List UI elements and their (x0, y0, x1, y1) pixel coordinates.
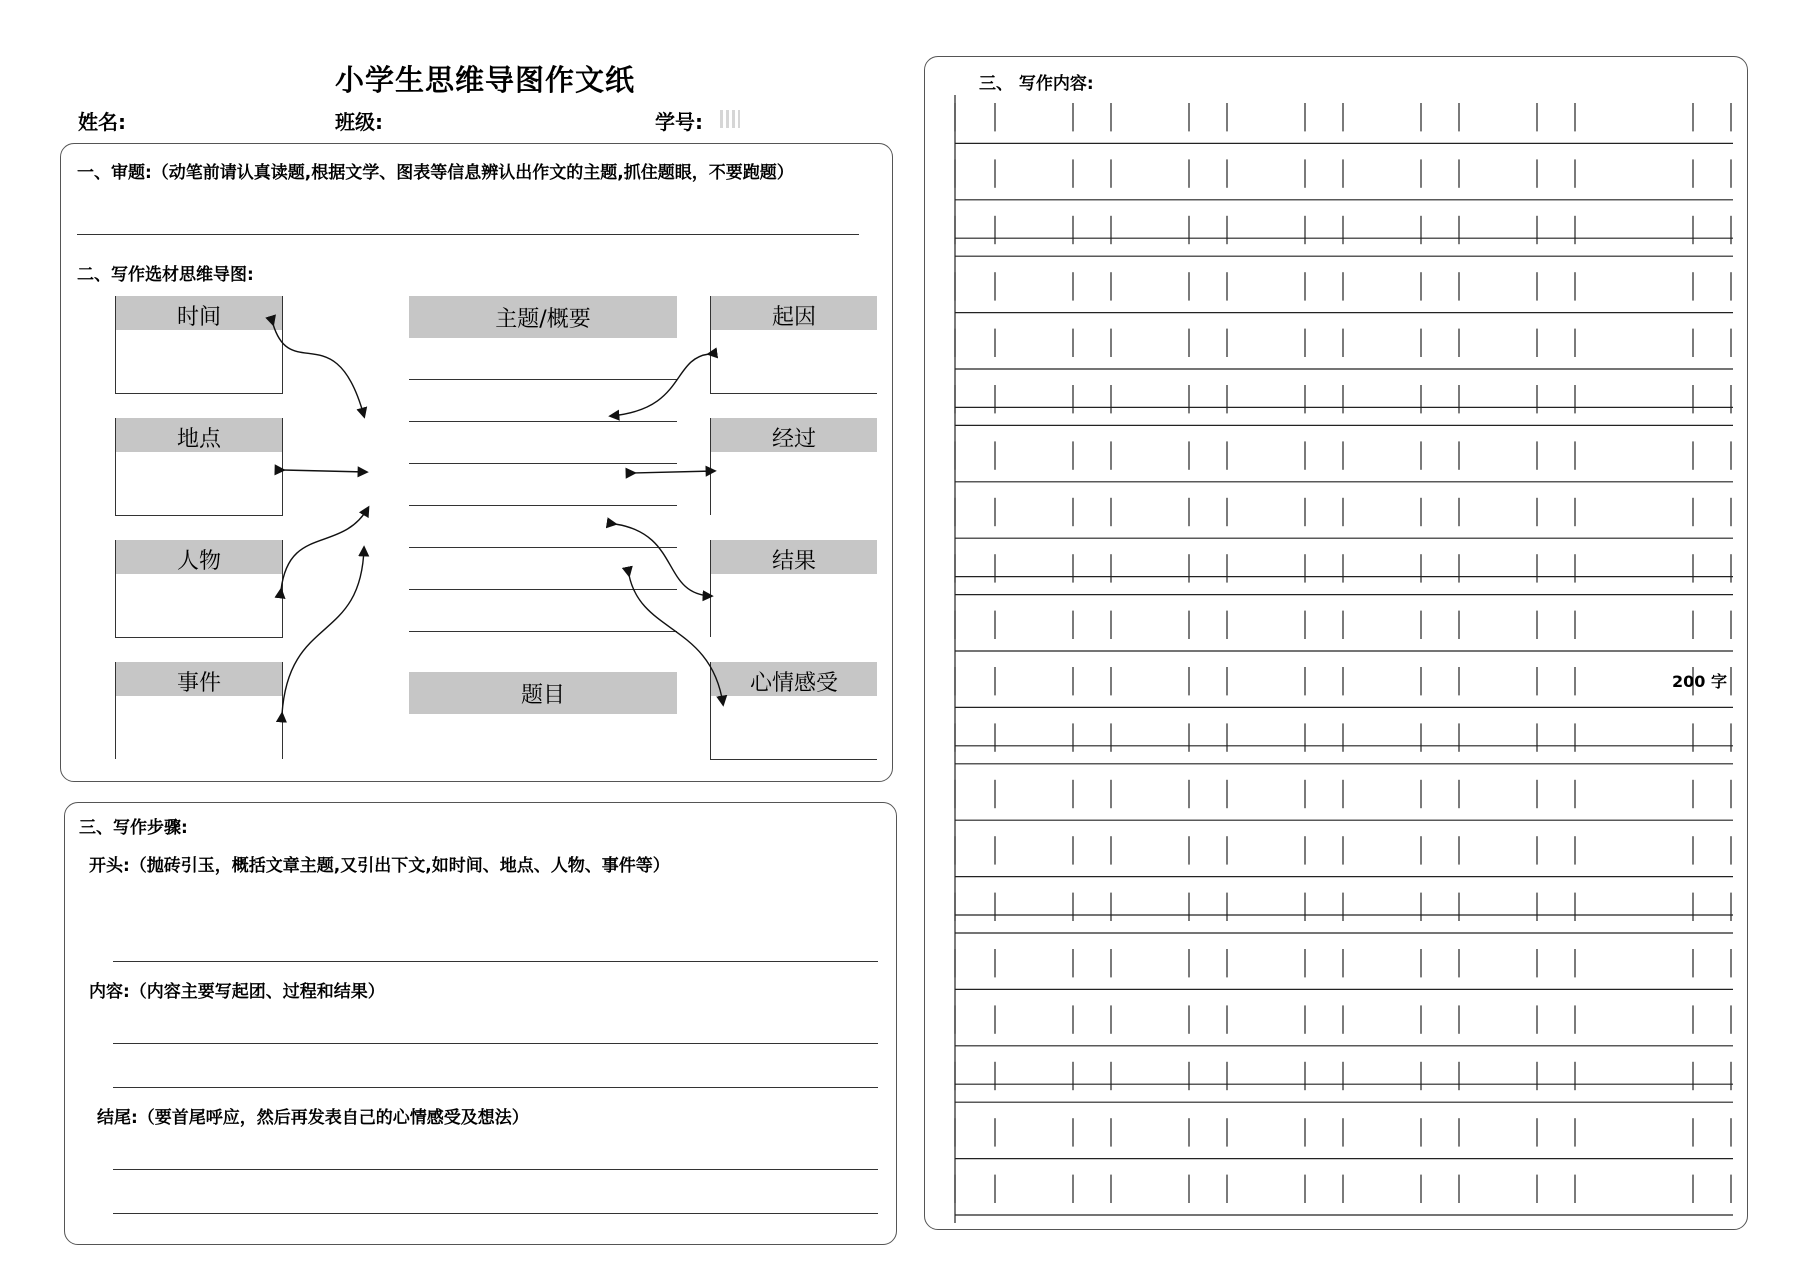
steps-panel (64, 802, 897, 1245)
arrow-result (615, 524, 711, 596)
ending-line-2[interactable] (113, 1213, 878, 1214)
student-number-label: 学号: (655, 110, 703, 134)
writing-grid[interactable] (925, 57, 1747, 1229)
box-cause-heading: 起因 (711, 296, 877, 330)
blurred-student-number (720, 110, 740, 128)
arrow-feelings (629, 575, 723, 704)
section2-label: 二、写作选材思维导图: (77, 265, 254, 285)
content-label: 内容:（内容主要写起团、过程和结果） (89, 982, 385, 1002)
ending-label: 结尾:（要首尾呼应，然后再发表自己的心情感受及想法） (97, 1108, 529, 1128)
word-count-mark: 200 字 (1672, 672, 1727, 691)
writing-panel (924, 56, 1748, 1230)
box-people-heading: 人物 (116, 540, 282, 574)
arrow-time (273, 324, 364, 416)
name-label: 姓名: (78, 110, 126, 134)
arrow-event (282, 548, 364, 714)
class-label: 班级: (335, 110, 383, 134)
mindmap-arrows (61, 144, 892, 781)
opening-label: 开头:（抛砖引玉，概括文章主题,又引出下文,如时间、地点、人物、事件等） (89, 856, 670, 876)
writing-label: 三、 写作内容: (979, 74, 1094, 94)
page-title: 小学生思维导图作文纸 (334, 63, 635, 97)
arrow-process (634, 471, 714, 473)
box-result-heading: 结果 (711, 540, 877, 574)
mindmap-panel (60, 143, 893, 782)
arrow-cause (611, 354, 709, 416)
steps-label: 三、写作步骤: (79, 818, 188, 838)
content-line-2[interactable] (113, 1087, 878, 1088)
box-place-heading: 地点 (116, 418, 282, 452)
ending-line-1[interactable] (113, 1169, 878, 1170)
center-title-heading: 题目 (409, 672, 677, 714)
center-topic-heading: 主题/概要 (409, 296, 677, 338)
arrow-people (281, 508, 368, 590)
section1-label: 一、审题:（动笔前请认真读题,根据文学、图表等信息辨认出作文的主题,抓住题眼，不要跑题） (77, 163, 794, 183)
box-time-heading: 时间 (116, 296, 282, 330)
content-line-1[interactable] (113, 1043, 878, 1044)
box-feelings-heading: 心情感受 (711, 662, 877, 696)
opening-line[interactable] (113, 961, 878, 962)
box-process-heading: 经过 (711, 418, 877, 452)
box-event-heading: 事件 (116, 662, 282, 696)
arrow-place (283, 470, 366, 472)
